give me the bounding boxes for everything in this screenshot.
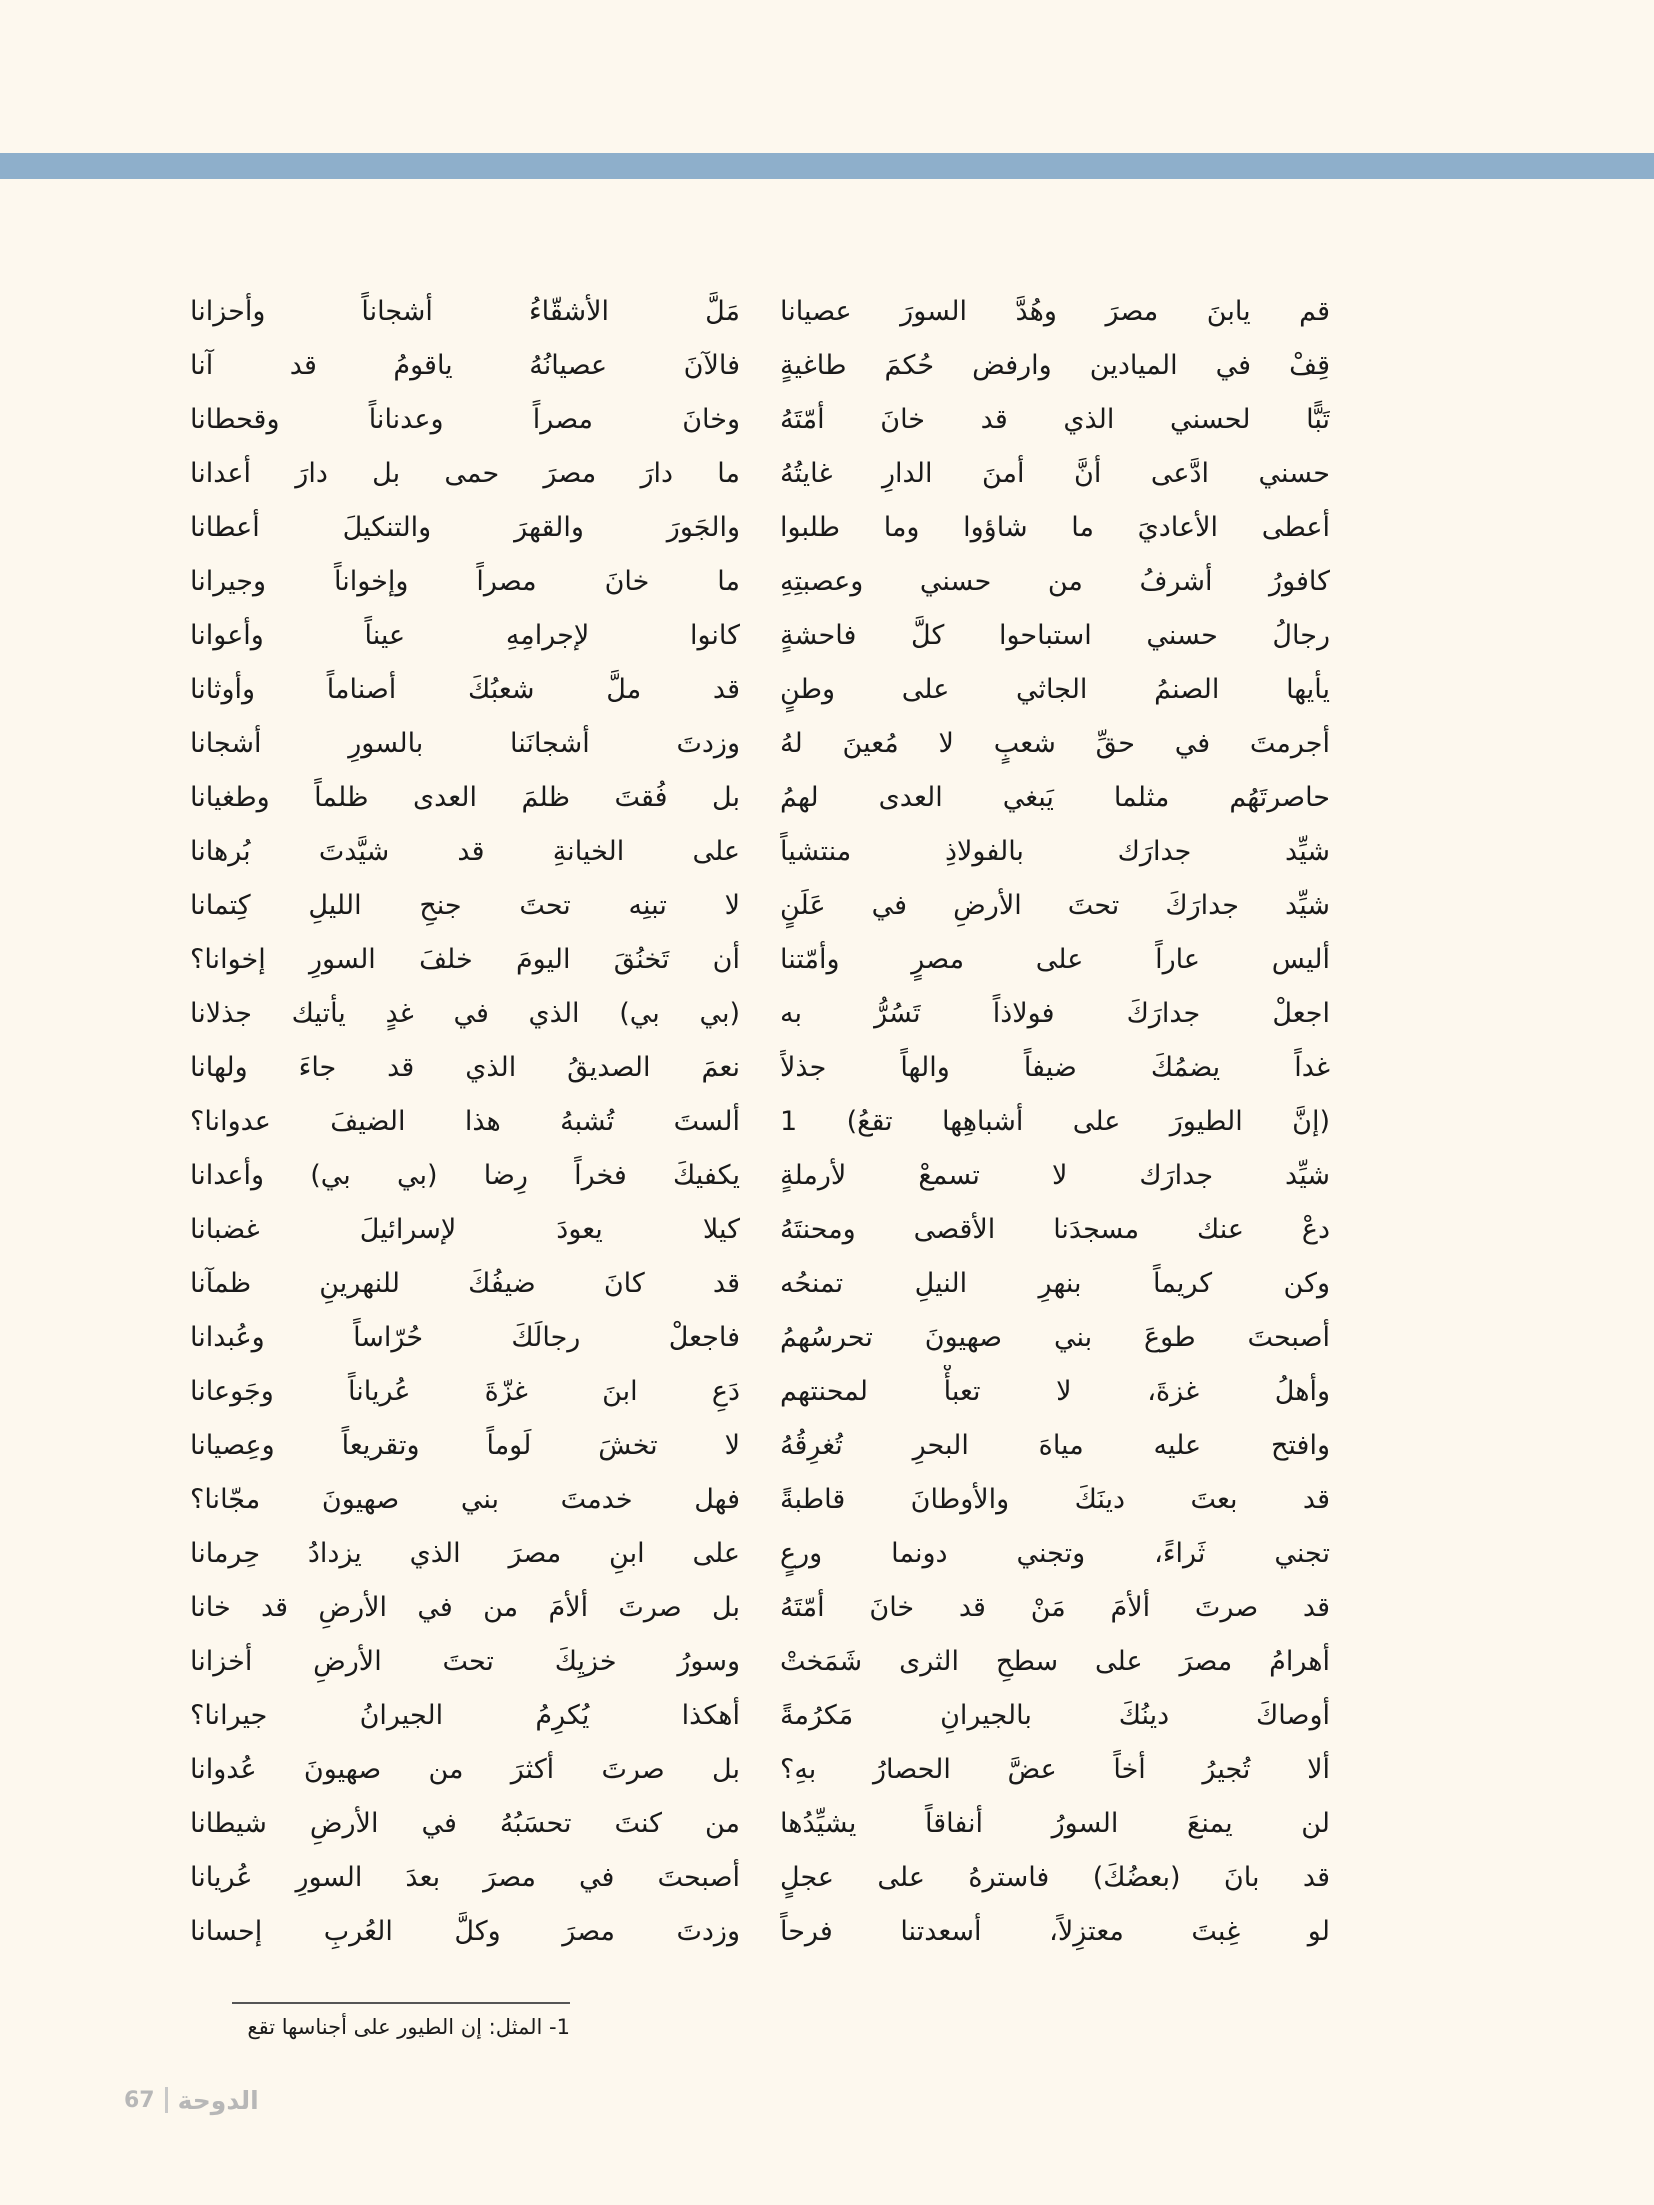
poem-line: تَبًّا لحسني الذي قد خانَ أمّتَهُ: [780, 404, 1330, 435]
poem-line: أن تَخنُقَ اليومَ خلفَ السورِ إخوانا؟: [190, 944, 740, 975]
poem-line: بل صرتَ أكثرَ من صهيونَ عُدوانا: [190, 1754, 740, 1785]
poem-line: وسورُ خزيِكَ تحتَ الأرضِ أخزانا: [190, 1646, 740, 1677]
poem-line: فاجعلْ رجالَكَ حُرّاساً وعُبدانا: [190, 1322, 740, 1353]
poem-line: غداً يضمُكَ ضيفاً والهاً جذلاً: [780, 1052, 1330, 1083]
poem-line: شيِّد جدارَكَ تحتَ الأرضِ في عَلَنٍ: [780, 890, 1330, 921]
poem-line: حاصرتَهُم مثلما يَبغي العدى لهمُ: [780, 782, 1330, 813]
poem-line: فهل خدمتَ بني صهيونَ مجّانا؟: [190, 1484, 740, 1515]
poem-line: قد بانَ (بعضُكَ) فاسترهُ على عجلٍ: [780, 1862, 1330, 1893]
poem-line: قد صرتَ ألأمَ مَنْ قد خانَ أمّتَهُ: [780, 1592, 1330, 1623]
poem-line: وكن كريماً بنهرِ النيلِ تمنحُه: [780, 1268, 1330, 1299]
poem-line: وزدتَ أشجانَنا بالسورِ أشجانا: [190, 728, 740, 759]
poem-line: لا تبنِه تحتَ جنحِ الليلِ كِتمانا: [190, 890, 740, 921]
poem-line: أوصاكَ دينُكَ بالجيرانِ مَكرُمةً: [780, 1700, 1330, 1731]
header-color-band: [0, 153, 1654, 179]
poem-line: حسني ادَّعى أنَّ أمنَ الدارِ غايتُهُ: [780, 458, 1330, 489]
folio-divider: [165, 2087, 168, 2113]
poem-line: كانوا لإجرامِهِ عيناً وأعوانا: [190, 620, 740, 651]
poem-line: بل فُقتَ ظلمَ العدى ظلماً وطغيانا: [190, 782, 740, 813]
poem-line: (بي بي) الذي في غدٍ يأتيك جذلانا: [190, 998, 740, 1029]
poem-line: أصبحتَ في مصرَ بعدَ السورِ عُريانا: [190, 1862, 740, 1893]
poem-line: شيِّد جدارَك لا تسمعْ لأرملةٍ: [780, 1160, 1330, 1191]
poem-column-left: [190, 285, 740, 1959]
poem-line: أعطى الأعاديَ ما شاؤوا وما طلبوا: [780, 512, 1330, 543]
poem-line: أهرامُ مصرَ على سطحِ الثرى شَمَختْ: [780, 1646, 1330, 1677]
poem-line: على ابنِ مصرَ الذي يزدادُ حِرمانا: [190, 1538, 740, 1569]
poem-line: بل صرتَ ألأمَ من في الأرضِ قد خانا: [190, 1592, 740, 1623]
poem-line: (إنَّ الطيورَ على أشباهِها تقعُ) 1: [780, 1106, 1330, 1137]
poem-line: لو غِبتَ معتزِلاً، أسعدتنا فرحاً: [780, 1916, 1330, 1947]
poem-line: ألا تُجيرُ أخاً عضَّ الحصارُ بهِ؟: [780, 1754, 1330, 1785]
poem-line: وزدتَ مصرَ وكلَّ العُربِ إحسانا: [190, 1916, 740, 1947]
poem-line: أهكذا يُكرِمُ الجيرانُ جيرانا؟: [190, 1700, 740, 1731]
poem-line: رجالُ حسني استباحوا كلَّ فاحشةٍ: [780, 620, 1330, 651]
poem-line: يأيها الصنمُ الجاثي على وطنٍ: [780, 674, 1330, 705]
poem-line: فالآنَ عصيانُهُ ياقومُ قد آنا: [190, 350, 740, 381]
poem-line: لا تخشَ لَوماً وتقريعاً وعِصيانا: [190, 1430, 740, 1461]
poem-line: أصبحتَ طوعَ بني صهيونَ تحرسُهمُ: [780, 1322, 1330, 1353]
page-folio: [124, 2080, 259, 2120]
poem-line: قد ملَّ شعبُكَ أصناماً وأوثانا: [190, 674, 740, 705]
poem-line: قم يابنَ مصرَ وهُدَّ السورَ عصيانا: [780, 296, 1330, 327]
poem-line: اجعلْ جدارَكَ فولاذاً تَسُرُّ به: [780, 998, 1330, 1029]
poem-line: ما دارَ مصرَ حمى بل دارَ أعدانا: [190, 458, 740, 489]
poem-line: ألستَ تُشبهُ هذا الضيفَ عدوانا؟: [190, 1106, 740, 1137]
poem-line: كيلا يعودَ لإسرائيلَ غضبانا: [190, 1214, 740, 1245]
poem-line: كافورُ أشرفُ من حسني وعصبتِهِ: [780, 566, 1330, 597]
poem-line: تجني ثَراءً، وتجني دونما ورعٍ: [780, 1538, 1330, 1569]
footnote: 1- المثل: إن الطيور على أجناسها تقع: [247, 2015, 570, 2039]
poem-line: لن يمنعَ السورُ أنفاقاً يشيِّدُها: [780, 1808, 1330, 1839]
footnote-divider: [232, 2002, 570, 2004]
poem-line: من كنتَ تحسَبُهُ في الأرضِ شيطانا: [190, 1808, 740, 1839]
poem-line: دَعِ ابنَ غزّةَ عُرياناً وجَوعانا: [190, 1376, 740, 1407]
poem-line: وافتح عليه مياهَ البحرِ تُغرِقُهُ: [780, 1430, 1330, 1461]
poem-line: على الخيانةِ قد شيَّدتَ بُرهانا: [190, 836, 740, 867]
page-number: 67: [124, 2087, 155, 2113]
poem-line: نعمَ الصديقُ الذي قد جاءَ ولهانا: [190, 1052, 740, 1083]
poem-line: وأهلُ غزةَ، لا تعبأْ لمحنتهم: [780, 1376, 1330, 1407]
poem-line: مَلَّ الأشقّاءُ أشجاناً وأحزانا: [190, 296, 740, 327]
magazine-logo: الدوحة: [177, 2085, 259, 2115]
poem-line: ما خانَ مصراً وإخواناً وجيرانا: [190, 566, 740, 597]
poem-line: قِفْ في الميادين وارفض حُكمَ طاغيةٍ: [780, 350, 1330, 381]
poem-line: أليس عاراً على مصرٍ وأمّتنا: [780, 944, 1330, 975]
poem-line: قد كانَ ضيفُكَ للنهرينِ ظمآنا: [190, 1268, 740, 1299]
poem-line: والجَورَ والقهرَ والتنكيلَ أعطانا: [190, 512, 740, 543]
poem-line: يكفيكَ فخراً رِضا (بي بي) وأعدانا: [190, 1160, 740, 1191]
poem-line: دعْ عنك مسجدَنا الأقصى ومحنتَهُ: [780, 1214, 1330, 1245]
poem-line: أجرمتَ في حقِّ شعبٍ لا مُعينَ لهُ: [780, 728, 1330, 759]
poem-line: شيِّد جدارَك بالفولاذِ منتشياً: [780, 836, 1330, 867]
poem-line: قد بعتَ دينَكَ والأوطانَ قاطبةً: [780, 1484, 1330, 1515]
poem-line: وخانَ مصراً وعدناناً وقحطانا: [190, 404, 740, 435]
poem-column-right: [780, 285, 1330, 1959]
